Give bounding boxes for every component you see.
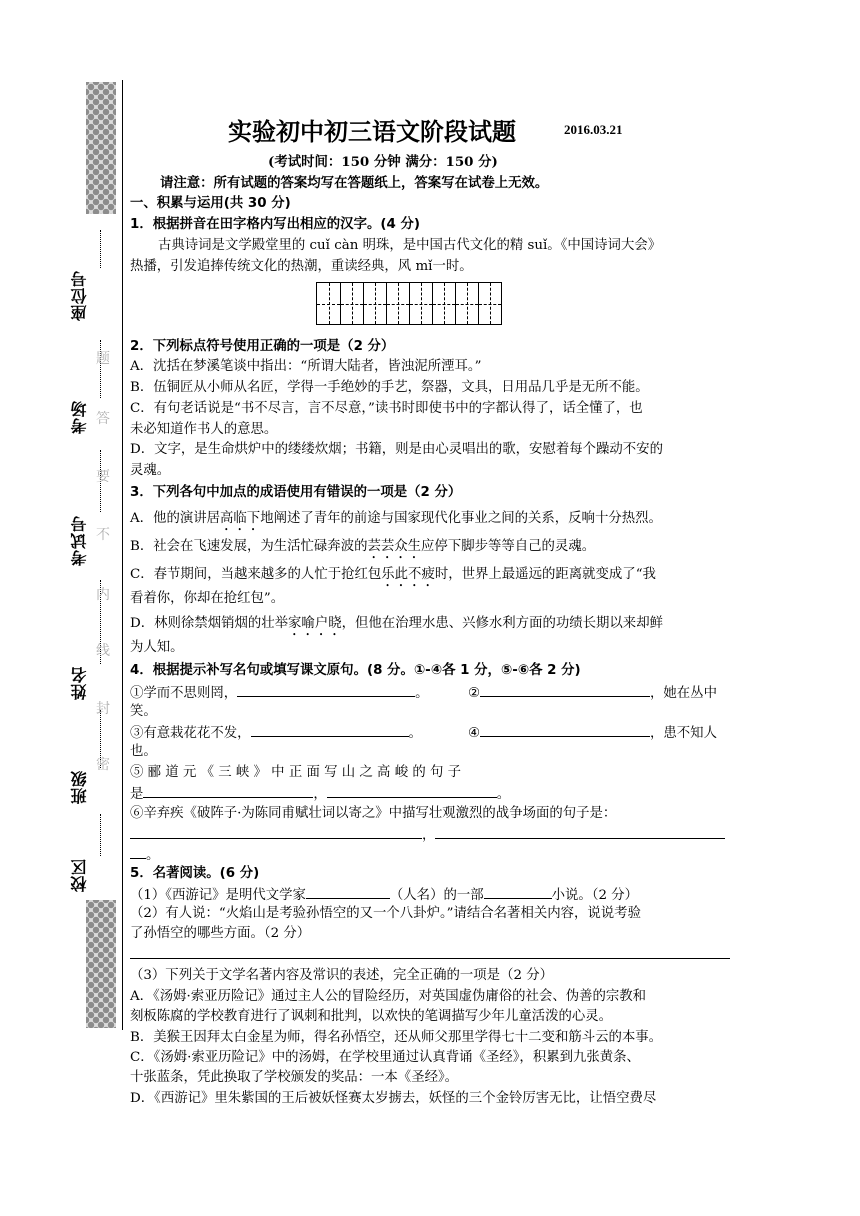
answer-blank[interactable] [143,783,313,798]
question-1-text: 古典诗词是文学殿堂里的 cuǐ càn 明珠，是中国古代文化的精 suǐ。《中国诗词大会》 [158,238,662,253]
exam-date: 2016.03.21 [564,122,623,137]
fill-item-3: ③有意栽花花不发， 。 [130,722,422,744]
class-label: 班级 [70,770,89,804]
answer-blank[interactable] [130,844,146,859]
binding-warning-char: 密 [96,757,110,773]
binding-warning-char: 不 [96,527,110,543]
grid-cell[interactable] [340,283,363,324]
campus-label: 校区 [70,858,89,892]
option-c-cont: 未必知道作书人的意思。 [130,422,278,437]
seat-number-blank [100,230,102,268]
section-heading: 一、积累与运用(共 30 分) [130,196,291,211]
binding-warning-char: 要 [96,469,110,485]
campus-blank [100,814,102,856]
option-a: A．《汤姆·索亚历险记》通过主人公的冒险经历，对英国虚伪庸俗的社会、伪善的宗教和 [130,989,647,1004]
answer-rule[interactable] [130,958,730,959]
dotted-idiom: 高临下 [220,511,261,526]
option-d-cont: 灵魂。 [130,463,171,478]
fill-item-2: ② ，她在丛中 [468,682,717,704]
binding-pattern-top [86,82,116,214]
fill-item-2-cont: 笑。 [130,704,157,719]
dotted-idiom: 家喻户晓 [288,616,342,631]
tian-grid[interactable] [316,282,502,325]
fill-item-5-cont: 是 ， 。 [130,783,510,805]
fill-item-5: ⑤ 郦 道 元 《 三 峡 》 中 正 面 写 山 之 高 峻 的 句 子 [130,765,462,780]
fill-item-1: ①学而不思则罔， 。 [130,682,429,704]
binding-warning-char: 线 [96,643,110,659]
binding-pattern-bottom [86,900,116,1028]
fill-item-6: ⑥辛弃疾《破阵子·为陈同甫赋壮词以寄之》中描写壮观激烈的战争场面的句子是： [130,806,617,821]
grid-cell[interactable] [409,283,432,324]
question-2-stem: 2．下列标点符号使用正确的一项是（2 分） [130,339,395,354]
option-d: D．林则徐禁烟销烟的壮举家喻户晓，但他在治理水患、兴修水利方面的功绩长期以来却鲜 [130,616,663,631]
binding-warning-char: 题 [96,351,110,367]
grid-cell[interactable] [432,283,455,324]
dotted-idiom: 芸芸众生 [367,539,422,554]
fill-item-6-blanks: ， [130,824,725,846]
option-b: B．伍铜匠从小师从名匠，学得一手绝妙的手艺，祭器，文具，日用品几乎是无所不能。 [130,380,649,395]
question-1-text: 热播，引发追捧传统文化的热潮，重读经典，风 mǐ一时。 [130,259,473,274]
answer-blank[interactable] [480,722,650,737]
binding-rule [122,80,123,1030]
option-b: B．美猴王因拜太白金星为师，得名孙悟空，还从师父那里学得七十二变和筋斗云的本事。 [130,1030,663,1045]
name-label: 姓名 [70,666,89,700]
binding-warning-char: 封 [96,701,110,717]
question-1-stem: 1．根据拼音在田字格内写出相应的汉字。(4 分) [130,217,420,232]
exam-room-label: 考场 [70,400,89,434]
option-c: C．有句老话说是“书不尽言，言不尽意，”读书时即使书中的字都认得了，话全懂了，也 [130,401,643,416]
option-d: D．文字，是生命烘炉中的缕缕炊烟；书籍，则是由心灵唱出的歌，安慰着每个躁动不安的 [130,442,663,457]
option-c-cont: 看着你，你却在抢红包”。 [130,591,285,606]
option-a-cont: 刻板陈腐的学校教育进行了讽刺和批判，以欢快的笔调描写少年儿童活泼的心灵。 [130,1009,613,1024]
fill-item-4-cont: 也。 [130,744,157,759]
grid-cell[interactable] [455,283,478,324]
question-3-stem: 3．下列各句中加点的成语使用有错误的一项是（2 分） [130,485,462,500]
option-c-cont: 十张蓝条，凭此换取了学校颁发的奖品：一本《圣经》。 [130,1070,459,1085]
grid-cell[interactable] [317,283,340,324]
question-4-stem: 4．根据提示补写名句或填写课文原句。(8 分。①-④各 1 分，⑤-⑥各 2 分) [130,663,581,678]
option-c: C．春节期间，当越来越多的人忙于抢红包乐此不疲时，世界上最遥远的距离就变成了“我 [130,567,656,582]
answer-blank[interactable] [251,722,409,737]
page-title: 实验初中初三语文阶段试题 [228,118,516,146]
grid-cell[interactable] [363,283,386,324]
binding-warning-char: 答 [96,411,110,427]
fill-item-4: ④ ，患不知人 [468,722,717,744]
binding-warning-char: 内 [96,587,110,603]
sub-question-2-cont: 了孙悟空的哪些方面。（2 分） [130,926,311,941]
answer-blank[interactable] [484,884,552,899]
answer-blank[interactable] [130,824,422,839]
question-5-stem: 5．名著阅读。(6 分) [130,866,260,881]
answer-blank[interactable] [327,783,497,798]
grid-cell[interactable] [478,283,501,324]
fill-item-6-end: 。 [130,844,159,866]
dotted-idiom: 乐此不疲 [381,567,435,582]
grid-cell[interactable] [386,283,409,324]
seat-number-label: 座位号 [70,270,89,321]
answer-blank[interactable] [480,682,650,697]
sub-question-2: （2）有人说：“火焰山是考验孙悟空的又一个八卦炉。”请结合名著相关内容，说说考验 [130,906,641,921]
sub-question-3: （3）下列关于文学名著内容及常识的表述，完全正确的一项是（2 分） [130,968,554,983]
answer-blank[interactable] [435,824,725,839]
option-c: C．《汤姆·索亚历险记》中的汤姆，在学校里通过认真背诵《圣经》，积累到九张黄条、 [130,1050,640,1065]
sub-question-1: （1）《西游记》是明代文学家 （人名）的一部 小说。（2 分） [130,884,638,906]
option-d: D．《西游记》里朱紫国的王后被妖怪赛太岁掳去，妖怪的三个金铃厉害无比，让悟空费尽 [130,1091,657,1106]
answer-blank[interactable] [237,682,415,697]
answer-blank[interactable] [306,884,390,899]
exam-info: (考试时间：150 分钟 满分：150 分) [268,154,498,170]
option-d-cont: 为人知。 [130,640,184,655]
option-a: A．沈括在梦溪笔谈中指出：“所谓大陆者，皆浊泥所湮耳。” [130,359,482,374]
notice: 请注意：所有试题的答案均写在答题纸上，答案写在试卷上无效。 [160,176,549,191]
option-b: B．社会在飞速发展，为生活忙碌奔波的芸芸众生应停下脚步等等自己的灵魂。 [130,539,596,554]
exam-number-label: 考试号 [70,515,89,566]
option-a: A．他的演讲居高临下地阐述了青年的前途与国家现代化事业之间的关系，反响十分热烈。 [130,511,662,526]
